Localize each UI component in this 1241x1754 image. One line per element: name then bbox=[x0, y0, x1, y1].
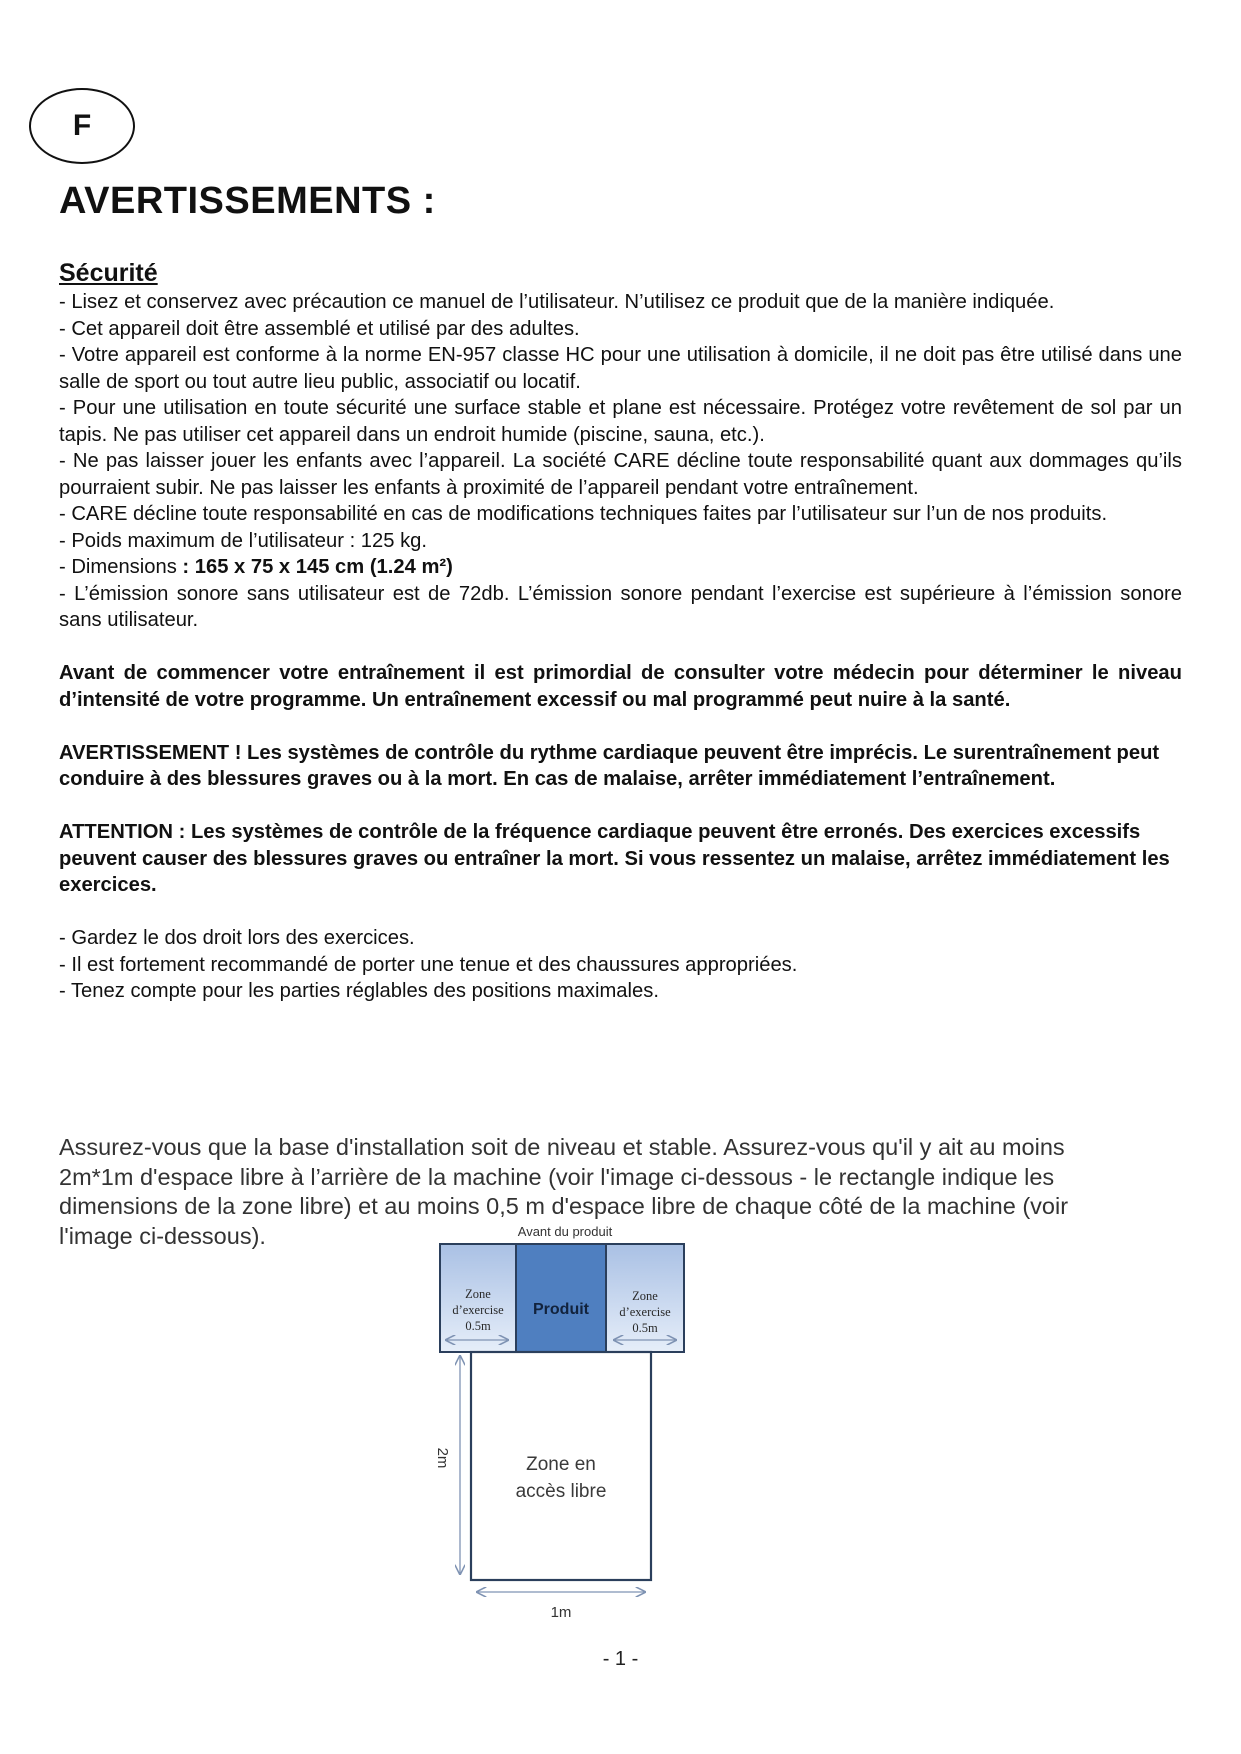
page-number: - 1 - bbox=[602, 1648, 639, 1670]
right-zone-line3: 0.5m bbox=[632, 1321, 658, 1335]
bullet-read-manual: - Lisez et conservez avec précaution ce manuel de l’utilisateur. N’utilisez ce produit que de la manière indiquée. bbox=[59, 291, 1055, 313]
dimensions-label: - Dimensions bbox=[59, 556, 177, 578]
warning-doctor: Avant de commencer votre entraînement il est primordial de consulter votre médecin pour déterminer le niveau d’intensité de votre programme. Un entraînement excessif ou mal programmé peut nuire à la santé. bbox=[59, 662, 1182, 711]
bullet-children: - Ne pas laisser jouer les enfants avec l’appareil. La société CARE décline toute responsabilité quant aux dommages qu’ils pourraient subir. Ne pas laisser les enfants à proximité de l’appareil pendant votre entraînement. bbox=[59, 450, 1182, 499]
height-label: 2m bbox=[434, 1447, 451, 1469]
page-title: AVERTISSEMENTS : bbox=[59, 180, 436, 222]
product-label: Produit bbox=[533, 1301, 589, 1318]
right-zone-line1: Zone bbox=[632, 1289, 658, 1303]
bullet-adults: - Cet appareil doit être assemblé et utilisé par des adultes. bbox=[59, 317, 580, 340]
dimensions-value: : 165 x 75 x 145 cm (1.24 m²) bbox=[176, 556, 453, 578]
width-label: 1m bbox=[550, 1604, 572, 1621]
bullet-noise: - L’émission sonore sans utilisateur est de 72db. L’émission sonore pendant l’exercise est supérieure à l’émission sonore sans utilisateur. bbox=[59, 582, 1182, 631]
free-zone-line2: accès libre bbox=[515, 1481, 607, 1502]
bullet-max-weight: - Poids maximum de l’utilisateur : 125 kg. bbox=[59, 529, 428, 552]
warning-attention: ATTENTION : Les systèmes de contrôle de la fréquence cardiaque peuvent être erronés. Des exercices excessifs peuvent causer des blessures graves ou entraîner la mort. Si vous ressentez un malaise, arrêtez immédiatement les exercices. bbox=[59, 821, 1170, 896]
bullet-modifications: - CARE décline toute responsabilité en cas de modifications techniques faites par l’utilisateur sur l’un de nos produits. bbox=[59, 503, 1108, 525]
left-zone-line2: d’exercise bbox=[452, 1303, 504, 1317]
installation-paragraph: Assurez-vous que la base d'installation soit de niveau et stable. Assurez-vous qu'il y ait au moins 2m*1m d'espace libre à l’arrière de la machine (voir l'image ci-dessous - le rectangle indique les dimensions de la zone libre) et au moins 0,5 m d'espace libre de chaque côté de la machine (voir l'image ci-dessous). bbox=[59, 1134, 1069, 1249]
tip-back-straight: - Gardez le dos droit lors des exercices. bbox=[59, 927, 415, 949]
tip-clothing: - Il est fortement recommandé de porter une tenue et des chaussures appropriées. bbox=[59, 953, 798, 976]
left-zone-line3: 0.5m bbox=[465, 1319, 491, 1333]
front-label: Avant du produit bbox=[517, 1224, 613, 1239]
language-badge: F bbox=[29, 88, 135, 164]
warning-heart-rate: AVERTISSEMENT ! Les systèmes de contrôle du rythme cardiaque peuvent être imprécis. Le surentraînement peut conduire à des blessures graves ou à la mort. En cas de malaise, arrêter immédiatement l’entraînement. bbox=[59, 741, 1160, 790]
bullet-norm: - Votre appareil est conforme à la norme EN-957 classe HC pour une utilisation à domicile, il ne doit pas être utilisé dans une salle de sport ou tout autre lieu public, associatif ou locatif. bbox=[59, 344, 1182, 393]
bullet-surface: - Pour une utilisation en toute sécurité une surface stable et plane est nécessaire. Protégez votre revêtement de sol par un tapis. Ne pas utiliser cet appareil dans un endroit humide (piscine, sauna, etc.). bbox=[59, 397, 1182, 446]
section-heading-securite: Sécurité bbox=[59, 259, 158, 287]
product-block bbox=[516, 1244, 606, 1352]
free-zone-line1: Zone en bbox=[526, 1454, 596, 1475]
left-zone-line1: Zone bbox=[465, 1287, 491, 1301]
tip-adjustable-parts: - Tenez compte pour les parties réglables des positions maximales. bbox=[59, 980, 659, 1002]
right-zone-line2: d’exercise bbox=[619, 1305, 671, 1319]
